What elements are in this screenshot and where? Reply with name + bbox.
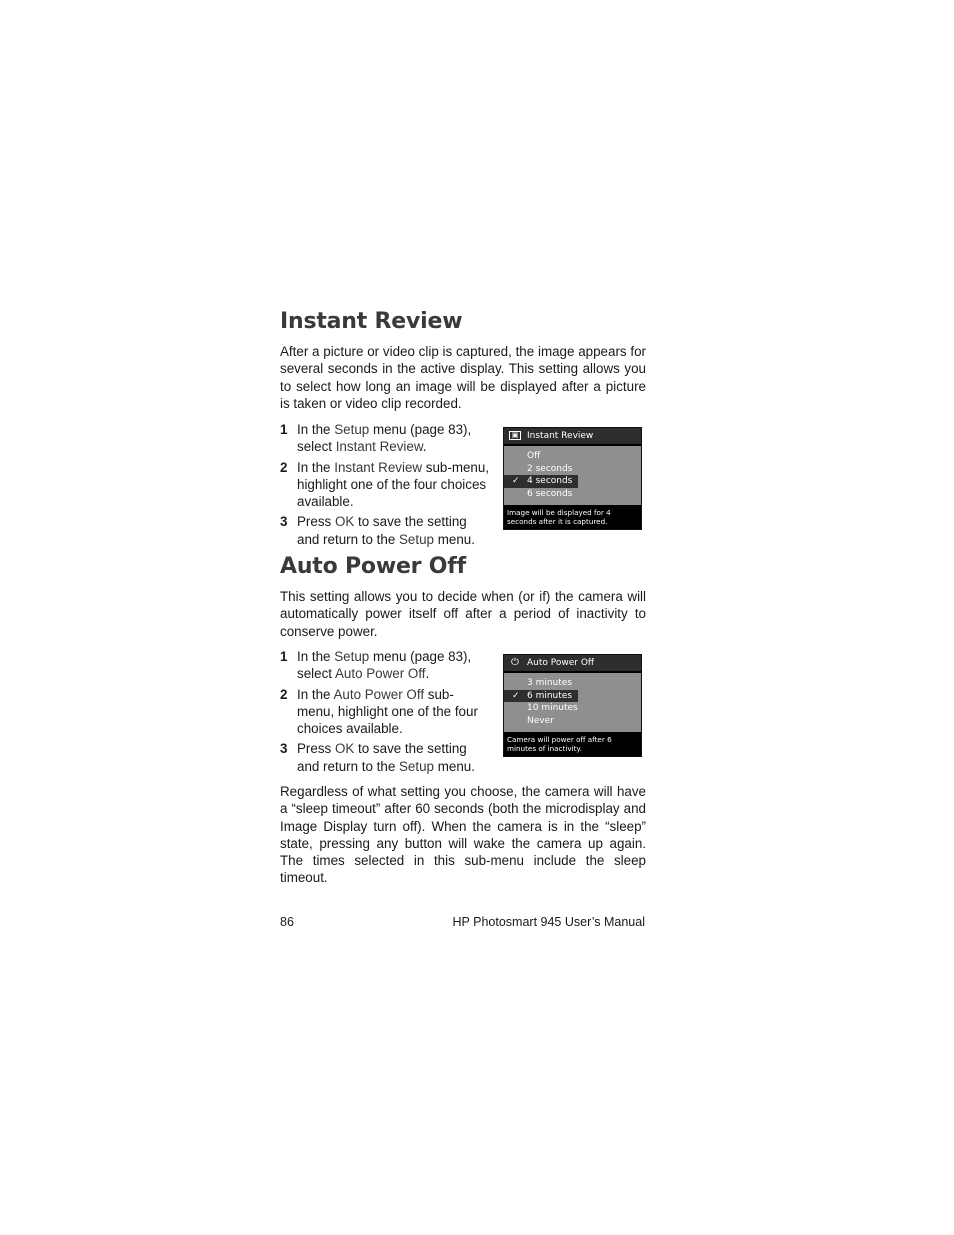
screen-option: 10 minutes [527,703,578,714]
screen-option: Off [527,451,541,461]
page-number: 86 [280,915,294,929]
auto-power-off-heading: Auto Power Off [280,554,467,579]
screen-footer: Image will be displayed for 4 seconds after it is captured. [504,505,641,529]
screen-options [504,673,641,732]
step-1: 1 In the Setup menu (page 83), select Instant Review. [280,422,472,455]
power-icon: ⏻ [511,657,519,668]
screen-options [504,446,641,505]
step-3: 3 Press OK to save the setting and return to the Setup menu. [280,741,475,774]
instant-review-steps [280,421,490,548]
auto-power-off-intro: This setting allows you to decide when (or if) the camera will automatically power itself off after a period of inactivity to conserve power. [280,589,646,639]
check-icon: ✓ [512,690,520,701]
step-2: 2 In the Instant Review sub-menu, highlight one of the four choices available. [280,459,490,510]
screen-option: 2 seconds [527,463,573,474]
manual-title: HP Photosmart 945 User’s Manual [452,915,645,929]
sleep-timeout-paragraph: Regardless of what setting you choose, the camera will have a “sleep timeout” after 60 seconds (both the microdisplay and Image Display turn off). When the camera is in the “sleep” state, pressing any button will wake the camera up again. The times selected in this sub-menu include the sleep timeout. [280,784,646,886]
screen-option: Never [527,716,554,727]
screen-option: ✓ 4 seconds [504,475,578,488]
step-2: 2 In the Auto Power Off sub-menu, highlight one of the four choices available. [280,686,478,737]
auto-power-off-steps [280,648,490,775]
screen-title-bar: ⏻ Auto Power Off [504,655,641,671]
step-1: 1 In the Setup menu (page 83), select Auto Power Off. [280,649,472,682]
screen-option: 6 seconds [527,489,573,500]
instant-review-heading: Instant Review [280,309,463,334]
screen-option: ✓ 6 minutes [504,690,578,703]
instant-review-intro: After a picture or video clip is captured, the image appears for several seconds in the active display. This setting allows you to select how long an image will be displayed after a picture is taken or video clip recorded. [280,344,646,411]
check-icon: ✓ [512,476,520,487]
auto-power-off-screen [503,654,642,757]
screen-option: 3 minutes [527,678,573,688]
screen-title-bar: ▣ Instant Review [504,428,641,444]
step-3: 3 Press OK to save the setting and return to the Setup menu. [280,514,475,547]
instant-review-icon: ▣ [509,431,521,440]
screen-footer: Camera will power off after 6 minutes of inactivity. [504,732,641,756]
instant-review-screen [503,427,642,530]
